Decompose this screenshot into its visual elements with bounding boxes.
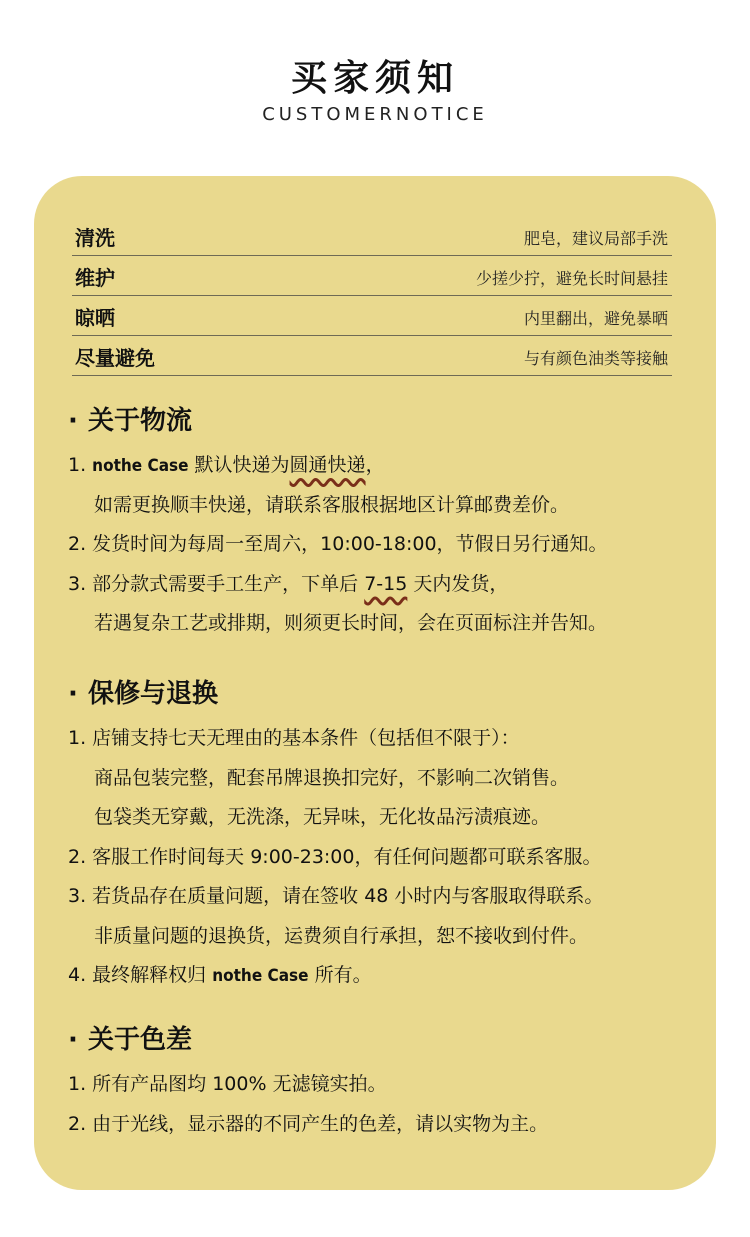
list-item (68, 565, 708, 605)
list-item (68, 446, 708, 486)
list-item: 2. 由于光线，显示器的不同产生的色差，请以实物为主。 (68, 1112, 549, 1135)
logistics-section (68, 399, 708, 644)
list-item: 1. 所有产品图均 100% 无滤镜实拍。 (68, 1073, 387, 1095)
care-row-dry (72, 296, 672, 336)
list-item-continued: 商品包装完整，配套吊牌退换扣完好，不影响二次销售。 (94, 766, 570, 789)
care-value: 内里翻出，避免暴晒 (523, 309, 668, 328)
care-value: 少搓少拧，避免长时间悬挂 (475, 269, 668, 288)
brand-name: nothe Case (92, 456, 189, 476)
section-heading (68, 399, 708, 443)
highlight-courier: 圆通快递 (289, 454, 366, 476)
care-row-maintain (72, 256, 672, 296)
item-text: 天内发货， (407, 572, 509, 595)
care-key: 晾晒 (75, 306, 115, 330)
item-text: 3. 部分款式需要手工生产，下单后 (68, 572, 365, 595)
list-item-continued: 包袋类无穿戴，无洗涤，无异味，无化妆品污渍痕迹。 (94, 806, 551, 828)
page-header (0, 0, 750, 170)
item-text: 默认快递为 (188, 454, 290, 476)
list-item: 2. 客服工作时间每天 9:00-23:00，有任何问题都可联系客服。 (68, 845, 602, 868)
notice-card (34, 176, 716, 1190)
care-key: 尽量避免 (75, 346, 155, 370)
color-section (68, 1018, 708, 1144)
item-number: 1. (68, 454, 93, 476)
care-key: 清洗 (75, 226, 115, 250)
section-heading-text: 关于物流 (88, 406, 193, 436)
care-row-wash (72, 216, 672, 256)
care-row-avoid (72, 336, 672, 376)
page-subtitle: CUSTOMERNOTICE (262, 104, 488, 125)
care-value: 与有颜色油类等接触 (523, 349, 668, 368)
bullet-dot: · (68, 679, 78, 709)
list-item-continued: 如需更换顺丰快递，请联系客服根据地区计算邮费差价。 (94, 493, 570, 516)
list-item: 2. 发货时间为每周一至周六，10:00-18:00，节假日另行通知。 (68, 533, 608, 555)
item-text: ， (365, 454, 385, 476)
care-key: 维护 (75, 266, 115, 290)
list-item: 3. 若货品存在质量问题，请在签收 48 小时内与客服取得联系。 (68, 885, 604, 907)
section-heading-text: 保修与退换 (88, 679, 219, 709)
care-table (72, 216, 672, 376)
list-item: 1. 店铺支持七天无理由的基本条件（包括但不限于）： (68, 727, 520, 749)
care-value: 肥皂，建议局部手洗 (523, 229, 668, 248)
item-text: 4. 最终解释权归 (68, 964, 213, 986)
section-heading (68, 672, 708, 716)
brand-name: nothe Case (212, 966, 309, 986)
item-text: 所有。 (308, 964, 372, 986)
warranty-section (68, 672, 708, 996)
section-heading (68, 1018, 708, 1062)
list-item-continued: 若遇复杂工艺或排期，则须更长时间，会在页面标注并告知。 (94, 612, 608, 634)
list-item-continued: 非质量问题的退换货，运费须自行承担，恕不接收到付件。 (94, 924, 589, 947)
section-heading-text: 关于色差 (88, 1025, 193, 1055)
bullet-dot: · (68, 406, 78, 436)
bullet-dot: · (68, 1025, 78, 1055)
list-item (68, 956, 708, 996)
highlight-days: 7-15 (364, 572, 408, 595)
page-title: 买家须知 (290, 58, 459, 99)
